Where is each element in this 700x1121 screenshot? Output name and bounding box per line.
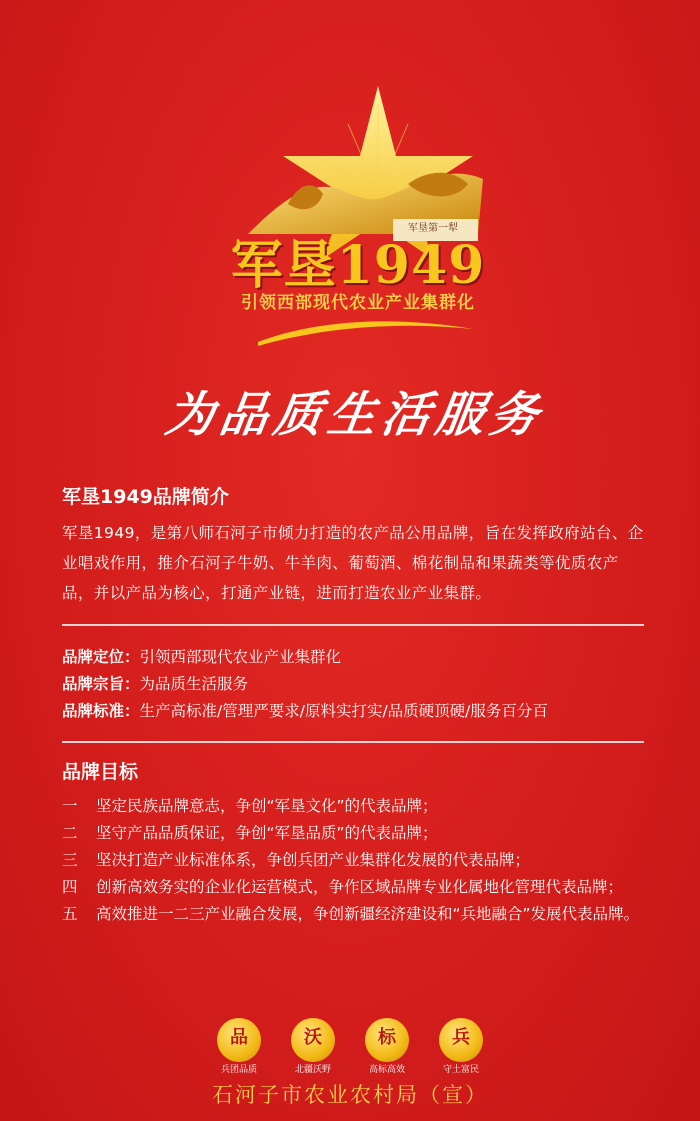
goal-item: [62, 901, 644, 928]
badge-soldier: [430, 1018, 492, 1078]
brand-positioning: [62, 644, 644, 671]
badge-char: 品: [230, 1027, 248, 1048]
badge-caption: 守土富民: [442, 1065, 479, 1075]
badge-fertile: [282, 1018, 344, 1078]
brand-goals: [62, 759, 644, 928]
brand-purpose-value: 为品质生活服务: [139, 675, 249, 693]
brand-positioning-value: 引领西部现代农业产业集群化: [139, 648, 342, 666]
brand-standard: [62, 698, 644, 725]
goal-number: 一: [62, 797, 78, 815]
calligraphy-slogan: 为品质生活服务: [162, 387, 548, 443]
goal-number: 四: [62, 878, 78, 896]
badge-caption: 北疆沃野: [294, 1065, 331, 1075]
badge-char: 沃: [304, 1027, 322, 1048]
badge-row: [208, 1018, 498, 1078]
goal-number: 五: [62, 905, 78, 923]
badge-char: 标: [378, 1027, 396, 1048]
badge-caption: 兵团品质: [220, 1065, 257, 1075]
goal-text: 高效推进一二三产业融合发展，争创新疆经济建设和“兵地融合”发展代表品牌。: [96, 905, 640, 923]
goal-number: 二: [62, 824, 78, 842]
badge-standard: [356, 1018, 418, 1078]
brand-purpose: [62, 671, 644, 698]
logo-stamp: 军垦第一犁: [408, 223, 458, 234]
logo-tagline: 引领西部现代农业产业集群化: [241, 293, 475, 313]
badge-caption: 高标高效: [368, 1065, 405, 1075]
goal-text: 坚定民族品牌意志，争创“军垦文化”的代表品牌；: [96, 797, 438, 815]
goal-item: [62, 793, 644, 820]
brand-info: [62, 644, 644, 725]
brand-standard-label: 品牌标准：: [62, 702, 140, 720]
badge-quality: [208, 1018, 270, 1078]
divider: [62, 624, 644, 626]
publisher-footer: 石河子市农业农村局（宣）: [212, 1083, 488, 1107]
content: [62, 484, 644, 928]
brand-standard-value: 生产高标准/管理严要求/原料实打实/品质硬顶硬/服务百分百: [139, 702, 548, 720]
goal-text: 坚守产品品质保证，争创“军垦品质”的代表品牌；: [96, 824, 438, 842]
brand-positioning-label: 品牌定位：: [62, 648, 140, 666]
brand-purpose-label: 品牌宗旨：: [62, 675, 140, 693]
goal-text: 创新高效务实的企业化运营模式，争作区域品牌专业化属地化管理代表品牌；: [96, 878, 624, 896]
intro-text: 军垦1949，是第八师石河子市倾力打造的农产品公用品牌，旨在发挥政府站台、企业唱戏作用，推介石河子牛奶、牛羊肉、葡萄酒、棉花制品和果蔬类等优质农产品，并以产品为核心，打通产业链，进而打造农业产业集群。: [62, 524, 644, 602]
goal-text: 坚决打造产业标准体系，争创兵团产业集群化发展的代表品牌；: [96, 851, 531, 869]
goal-item: [62, 874, 644, 901]
goals-title: 品牌目标: [62, 761, 139, 783]
brand-logo: [228, 84, 488, 354]
divider: [62, 741, 644, 743]
goal-item: [62, 847, 644, 874]
intro-title: 军垦1949品牌简介: [62, 486, 229, 508]
goal-item: [62, 820, 644, 847]
badge-char: 兵: [452, 1027, 470, 1048]
goal-number: 三: [62, 851, 78, 869]
logo-wordmark: 军垦1949: [230, 235, 486, 296]
